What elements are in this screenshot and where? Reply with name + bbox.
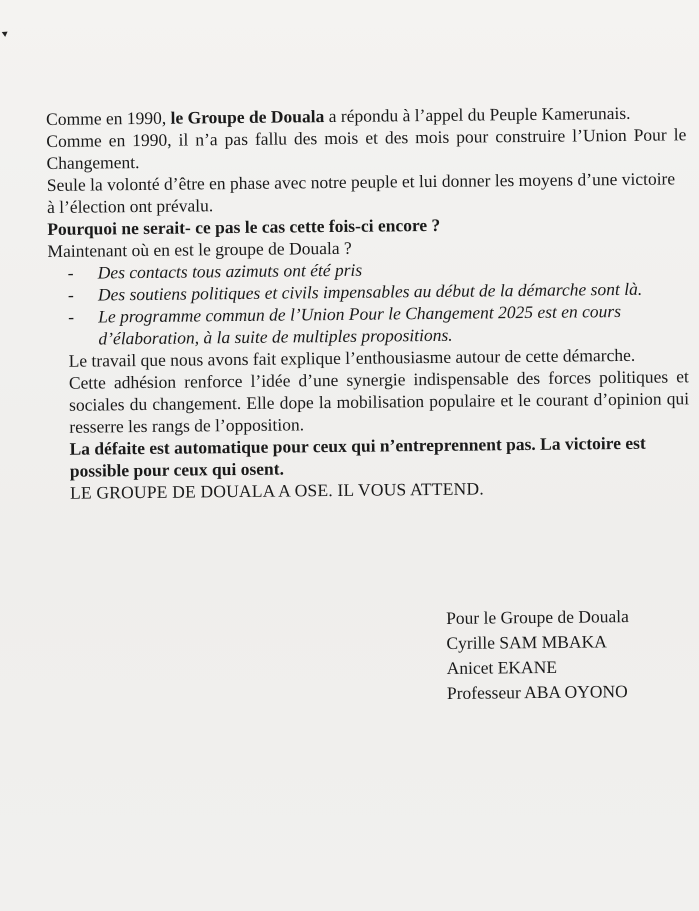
signature-line-2: Cyrille SAM MBAKA	[446, 631, 607, 653]
paragraph-1-bold: le Groupe de Douala	[170, 106, 325, 128]
signature-line-1: Pour le Groupe de Douala	[446, 606, 629, 628]
list-item-text: Des contacts tous azimuts ont été pris	[97, 259, 363, 283]
bullet-marker: -	[68, 306, 75, 327]
signature-line-3: Anicet EKANE	[446, 656, 558, 678]
paragraph-3: Seule la volonté d’être en phase avec notre peuple et lui donner les moyens d’une victoire à l’élection ont prévalu.	[46, 168, 676, 217]
paragraph-1-end: a répondu à l’appel du Peuple Kamerunais.	[328, 102, 631, 127]
paragraph-2: Comme en 1990, il n’a pas fallu des mois et des mois pour construire l’Union Pour le Changement.	[46, 124, 687, 173]
status-intro: Maintenant où en est le groupe de Douala ?	[47, 237, 352, 261]
paragraph-1-start: Comme en 1990,	[46, 107, 167, 129]
letter-body	[46, 101, 690, 504]
paragraph-adhesion: Cette adhésion renforce l’idée d’une synergie indispensable des forces politiques et sociales du changement. Elle dope la mobilisation populaire et le courant d’opinion qui resserre les rangs de l’opposition.	[68, 366, 690, 437]
closing-statement: LE GROUPE DE DOUALA A OSE. IL VOUS ATTEND.	[69, 478, 484, 503]
paragraph-work: Le travail que nous avons fait explique l’enthousiasme autour de cette démarche.	[68, 344, 636, 371]
question-line: Pourquoi ne serait- ce pas le cas cette fois-ci encore ?	[47, 214, 441, 239]
bullet-marker: -	[67, 284, 74, 305]
signature-line-4: Professeur ABA OYONO	[446, 681, 628, 703]
bold-conclusion: La défaite est automatique pour ceux qui n’entreprennent pas. La victoire est possible pour ceux qui osent.	[69, 432, 646, 481]
bullet-marker: -	[67, 262, 74, 283]
corner-mark-icon	[2, 29, 10, 37]
list-item	[68, 299, 688, 349]
progress-list	[48, 255, 689, 350]
list-item-text: Le programme commun de l’Union Pour le Changement 2025 est en cours d’élaboration, à la suite de multiples propositions.	[98, 300, 622, 349]
signature-block	[446, 604, 630, 706]
list-item-text: Des soutiens politiques et civils impensables au début de la démarche sont là.	[97, 278, 643, 305]
